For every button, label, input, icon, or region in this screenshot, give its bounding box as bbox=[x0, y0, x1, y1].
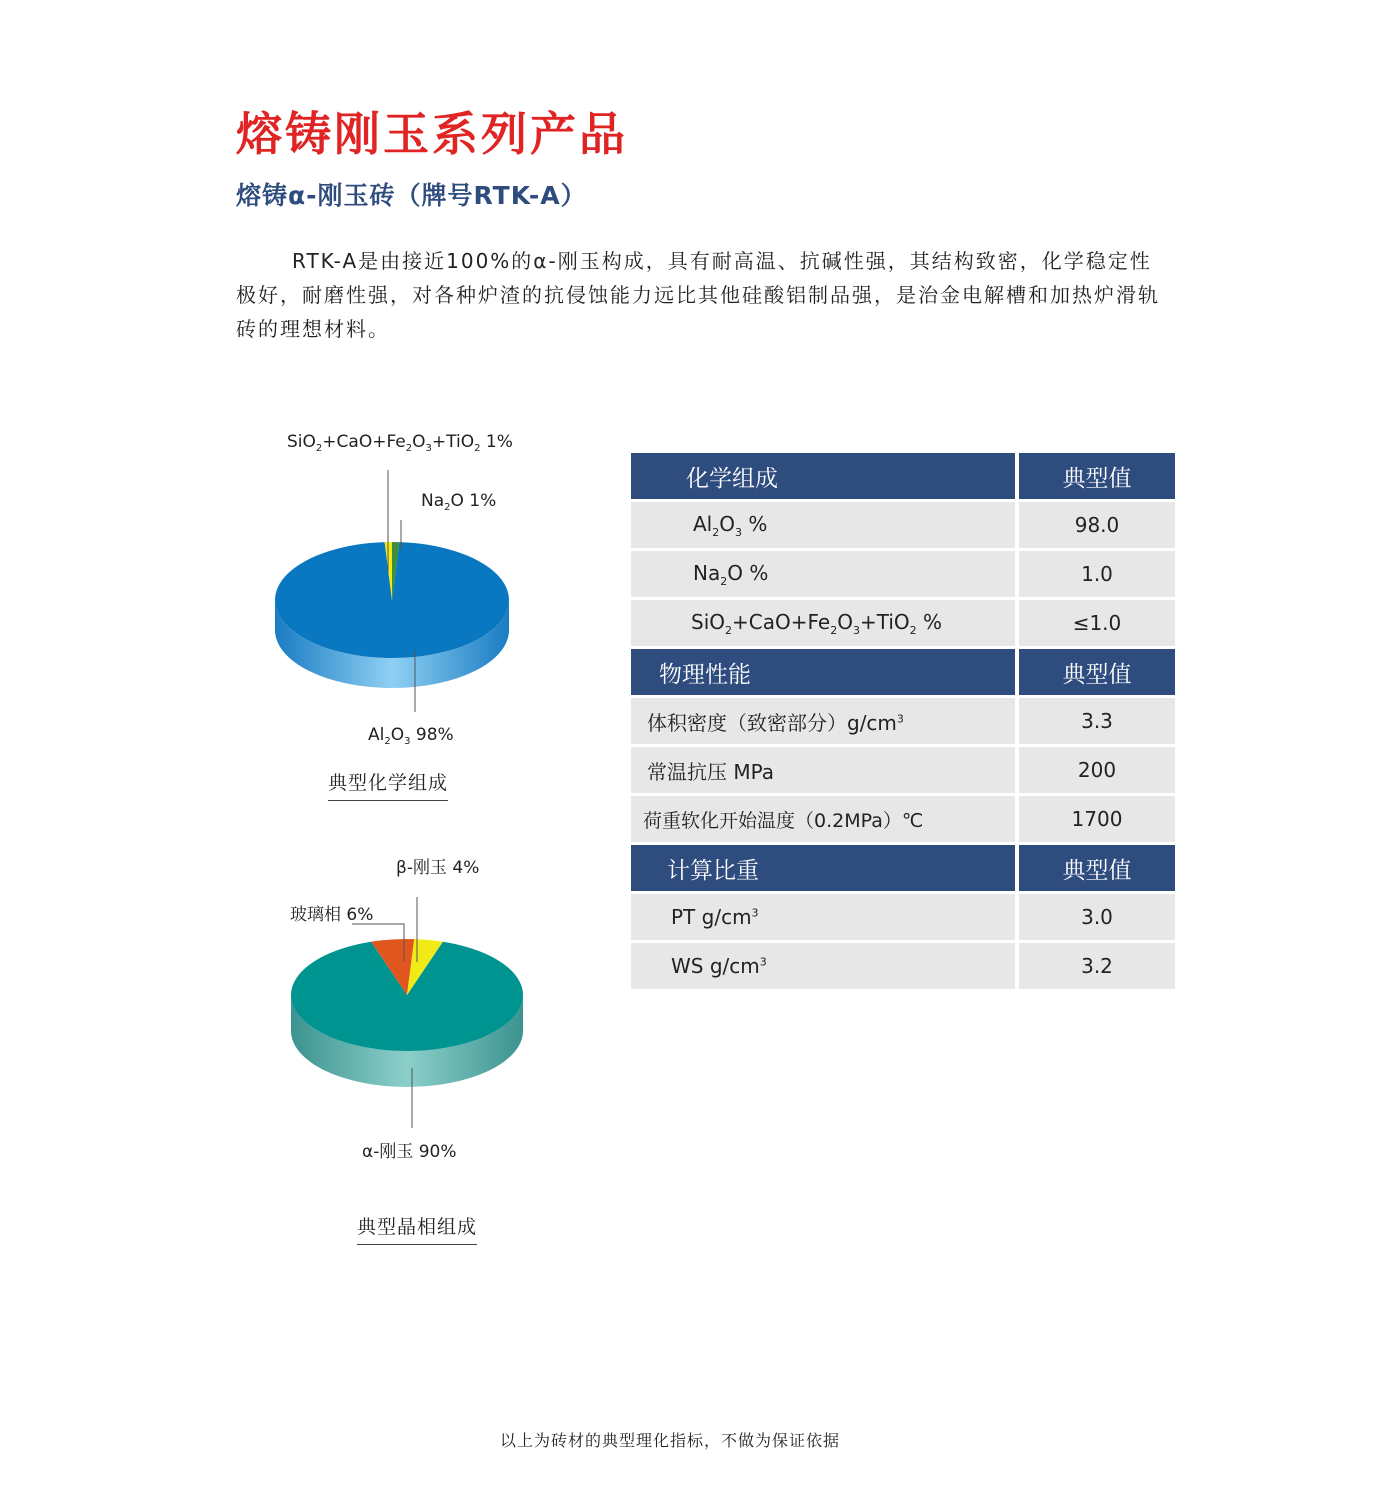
properties-table bbox=[627, 450, 1179, 992]
crystal-phase-pie bbox=[291, 939, 523, 1087]
slice-label-glass-phase: 玻璃相 6% bbox=[290, 905, 374, 925]
footer-note: 以上为砖材的典型理化指标，不做为保证依据 bbox=[499, 1431, 840, 1450]
table-header-row bbox=[631, 453, 1175, 499]
slice-label-al2o3: $Al_2O_3$ 98% bbox=[368, 725, 454, 747]
table-header-row bbox=[631, 845, 1175, 891]
row-value: 98.0 bbox=[1019, 502, 1175, 548]
table-row bbox=[631, 698, 1175, 744]
row-label: WS $g/cm^3$ bbox=[631, 943, 1015, 989]
row-value: 3.3 bbox=[1019, 698, 1175, 744]
row-label: 体积密度（致密部分）$g/cm^3$ bbox=[631, 698, 1015, 744]
row-value: 1700 bbox=[1019, 796, 1175, 842]
row-label: $Al_2O_3$ % bbox=[631, 502, 1015, 548]
slice-label-na2o: $Na_2O$ 1% bbox=[421, 491, 497, 513]
row-value: 3.2 bbox=[1019, 943, 1175, 989]
row-value: 200 bbox=[1019, 747, 1175, 793]
product-subtitle: 熔铸α-刚玉砖（牌号RTK-A） bbox=[236, 181, 587, 210]
table-row bbox=[631, 747, 1175, 793]
crystal-chart-caption: 典型晶相组成 bbox=[357, 1212, 477, 1245]
row-label: 常温抗压 MPa bbox=[631, 747, 1015, 793]
header-typical-value: 典型值 bbox=[1019, 453, 1175, 499]
header-chemical-composition: 化学组成 bbox=[631, 453, 1015, 499]
header-physical-properties: 物理性能 bbox=[631, 649, 1015, 695]
table-row bbox=[631, 551, 1175, 597]
row-label: $Na_2O$ % bbox=[631, 551, 1015, 597]
table-row bbox=[631, 894, 1175, 940]
chemical-composition-pie bbox=[275, 542, 509, 688]
header-typical-value: 典型值 bbox=[1019, 649, 1175, 695]
header-calculated-gravity: 计算比重 bbox=[631, 845, 1015, 891]
table-row bbox=[631, 600, 1175, 646]
slice-label-alpha-corundum: α-刚玉 90% bbox=[362, 1142, 457, 1162]
slice-label-sio2-group: $SiO_2+CaO+Fe_2O_3+TiO_2$ 1% bbox=[287, 432, 513, 454]
product-description: RTK-A是由接近100%的α-刚玉构成，具有耐高温、抗碱性强，其结构致密，化学稳定性极好，耐磨性强，对各种炉渣的抗侵蚀能力远比其他硅酸铝制品强，是治金电解槽和加热炉滑轨砖的理想材料。 bbox=[236, 249, 1160, 341]
row-label: $SiO_2+CaO+Fe_2O_3+TiO_2$ % bbox=[631, 600, 1015, 646]
row-label: 荷重软化开始温度（0.2MPa）℃ bbox=[631, 796, 1015, 842]
table-header-row bbox=[631, 649, 1175, 695]
table-row bbox=[631, 943, 1175, 989]
row-label: PT $g/cm^3$ bbox=[631, 894, 1015, 940]
row-value: 1.0 bbox=[1019, 551, 1175, 597]
page-title: 熔铸刚玉系列产品 bbox=[236, 107, 628, 161]
chemical-chart-caption: 典型化学组成 bbox=[328, 768, 448, 801]
row-value: 3.0 bbox=[1019, 894, 1175, 940]
table-row bbox=[631, 502, 1175, 548]
table-row bbox=[631, 796, 1175, 842]
slice-label-beta-corundum: β-刚玉 4% bbox=[396, 858, 480, 878]
header-typical-value: 典型值 bbox=[1019, 845, 1175, 891]
row-value: ≤1.0 bbox=[1019, 600, 1175, 646]
